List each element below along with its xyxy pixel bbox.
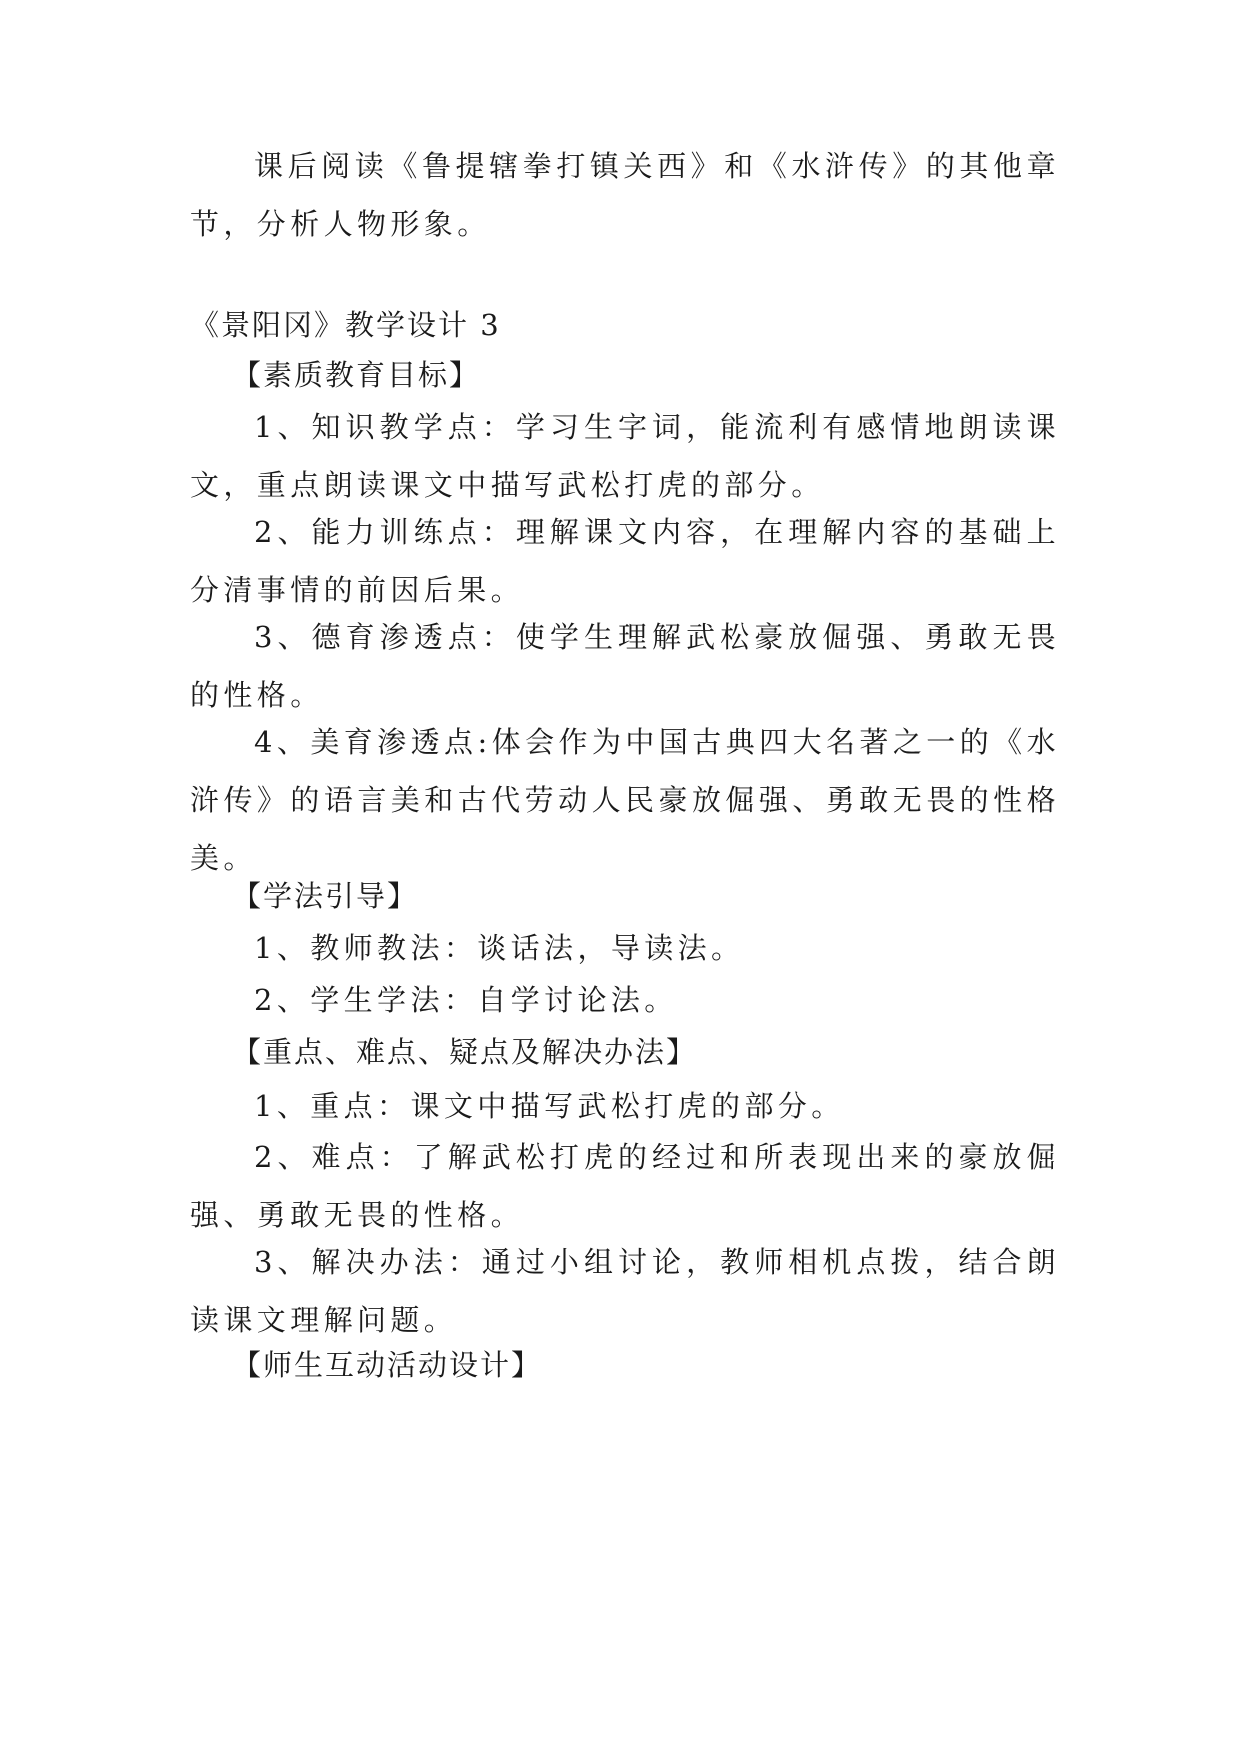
methods-heading: 【学法引导】 — [232, 879, 419, 913]
activity-heading: 【师生互动活动设计】 — [232, 1348, 543, 1382]
method-1: 1、教师教法：谈话法，导读法。 — [254, 931, 745, 965]
objective-1: 1、知识教学点：学习生字词，能流利有感情地朗读课文，重点朗读课文中描写武松打虎的部分。 — [190, 410, 1060, 502]
intro-paragraph: 课后阅读《鲁提辖拳打镇关西》和《水浒传》的其他章节，分析人物形象。 — [190, 149, 1060, 241]
keypoint-2: 2、难点：了解武松打虎的经过和所表现出来的豪放倔强、勇敢无畏的性格。 — [190, 1140, 1060, 1232]
method-2: 2、学生学法：自学讨论法。 — [254, 983, 678, 1017]
keypoints-heading: 【重点、难点、疑点及解决办法】 — [232, 1035, 698, 1069]
keypoint-3: 3、解决办法：通过小组讨论，教师相机点拨，结合朗读课文理解问题。 — [190, 1245, 1060, 1337]
keypoint-1: 1、重点：课文中描写武松打虎的部分。 — [254, 1089, 845, 1123]
objective-2: 2、能力训练点：理解课文内容，在理解内容的基础上分清事情的前因后果。 — [190, 515, 1060, 607]
objective-4: 4、美育渗透点:体会作为中国古典四大名著之一的《水浒传》的语言美和古代劳动人民豪放倔强、勇敢无畏的性格美。 — [190, 725, 1060, 875]
objectives-heading: 【素质教育目标】 — [232, 358, 481, 392]
section-title: 《景阳冈》教学设计 3 — [190, 308, 501, 342]
objective-3: 3、德育渗透点：使学生理解武松豪放倔强、勇敢无畏的性格。 — [190, 620, 1060, 712]
